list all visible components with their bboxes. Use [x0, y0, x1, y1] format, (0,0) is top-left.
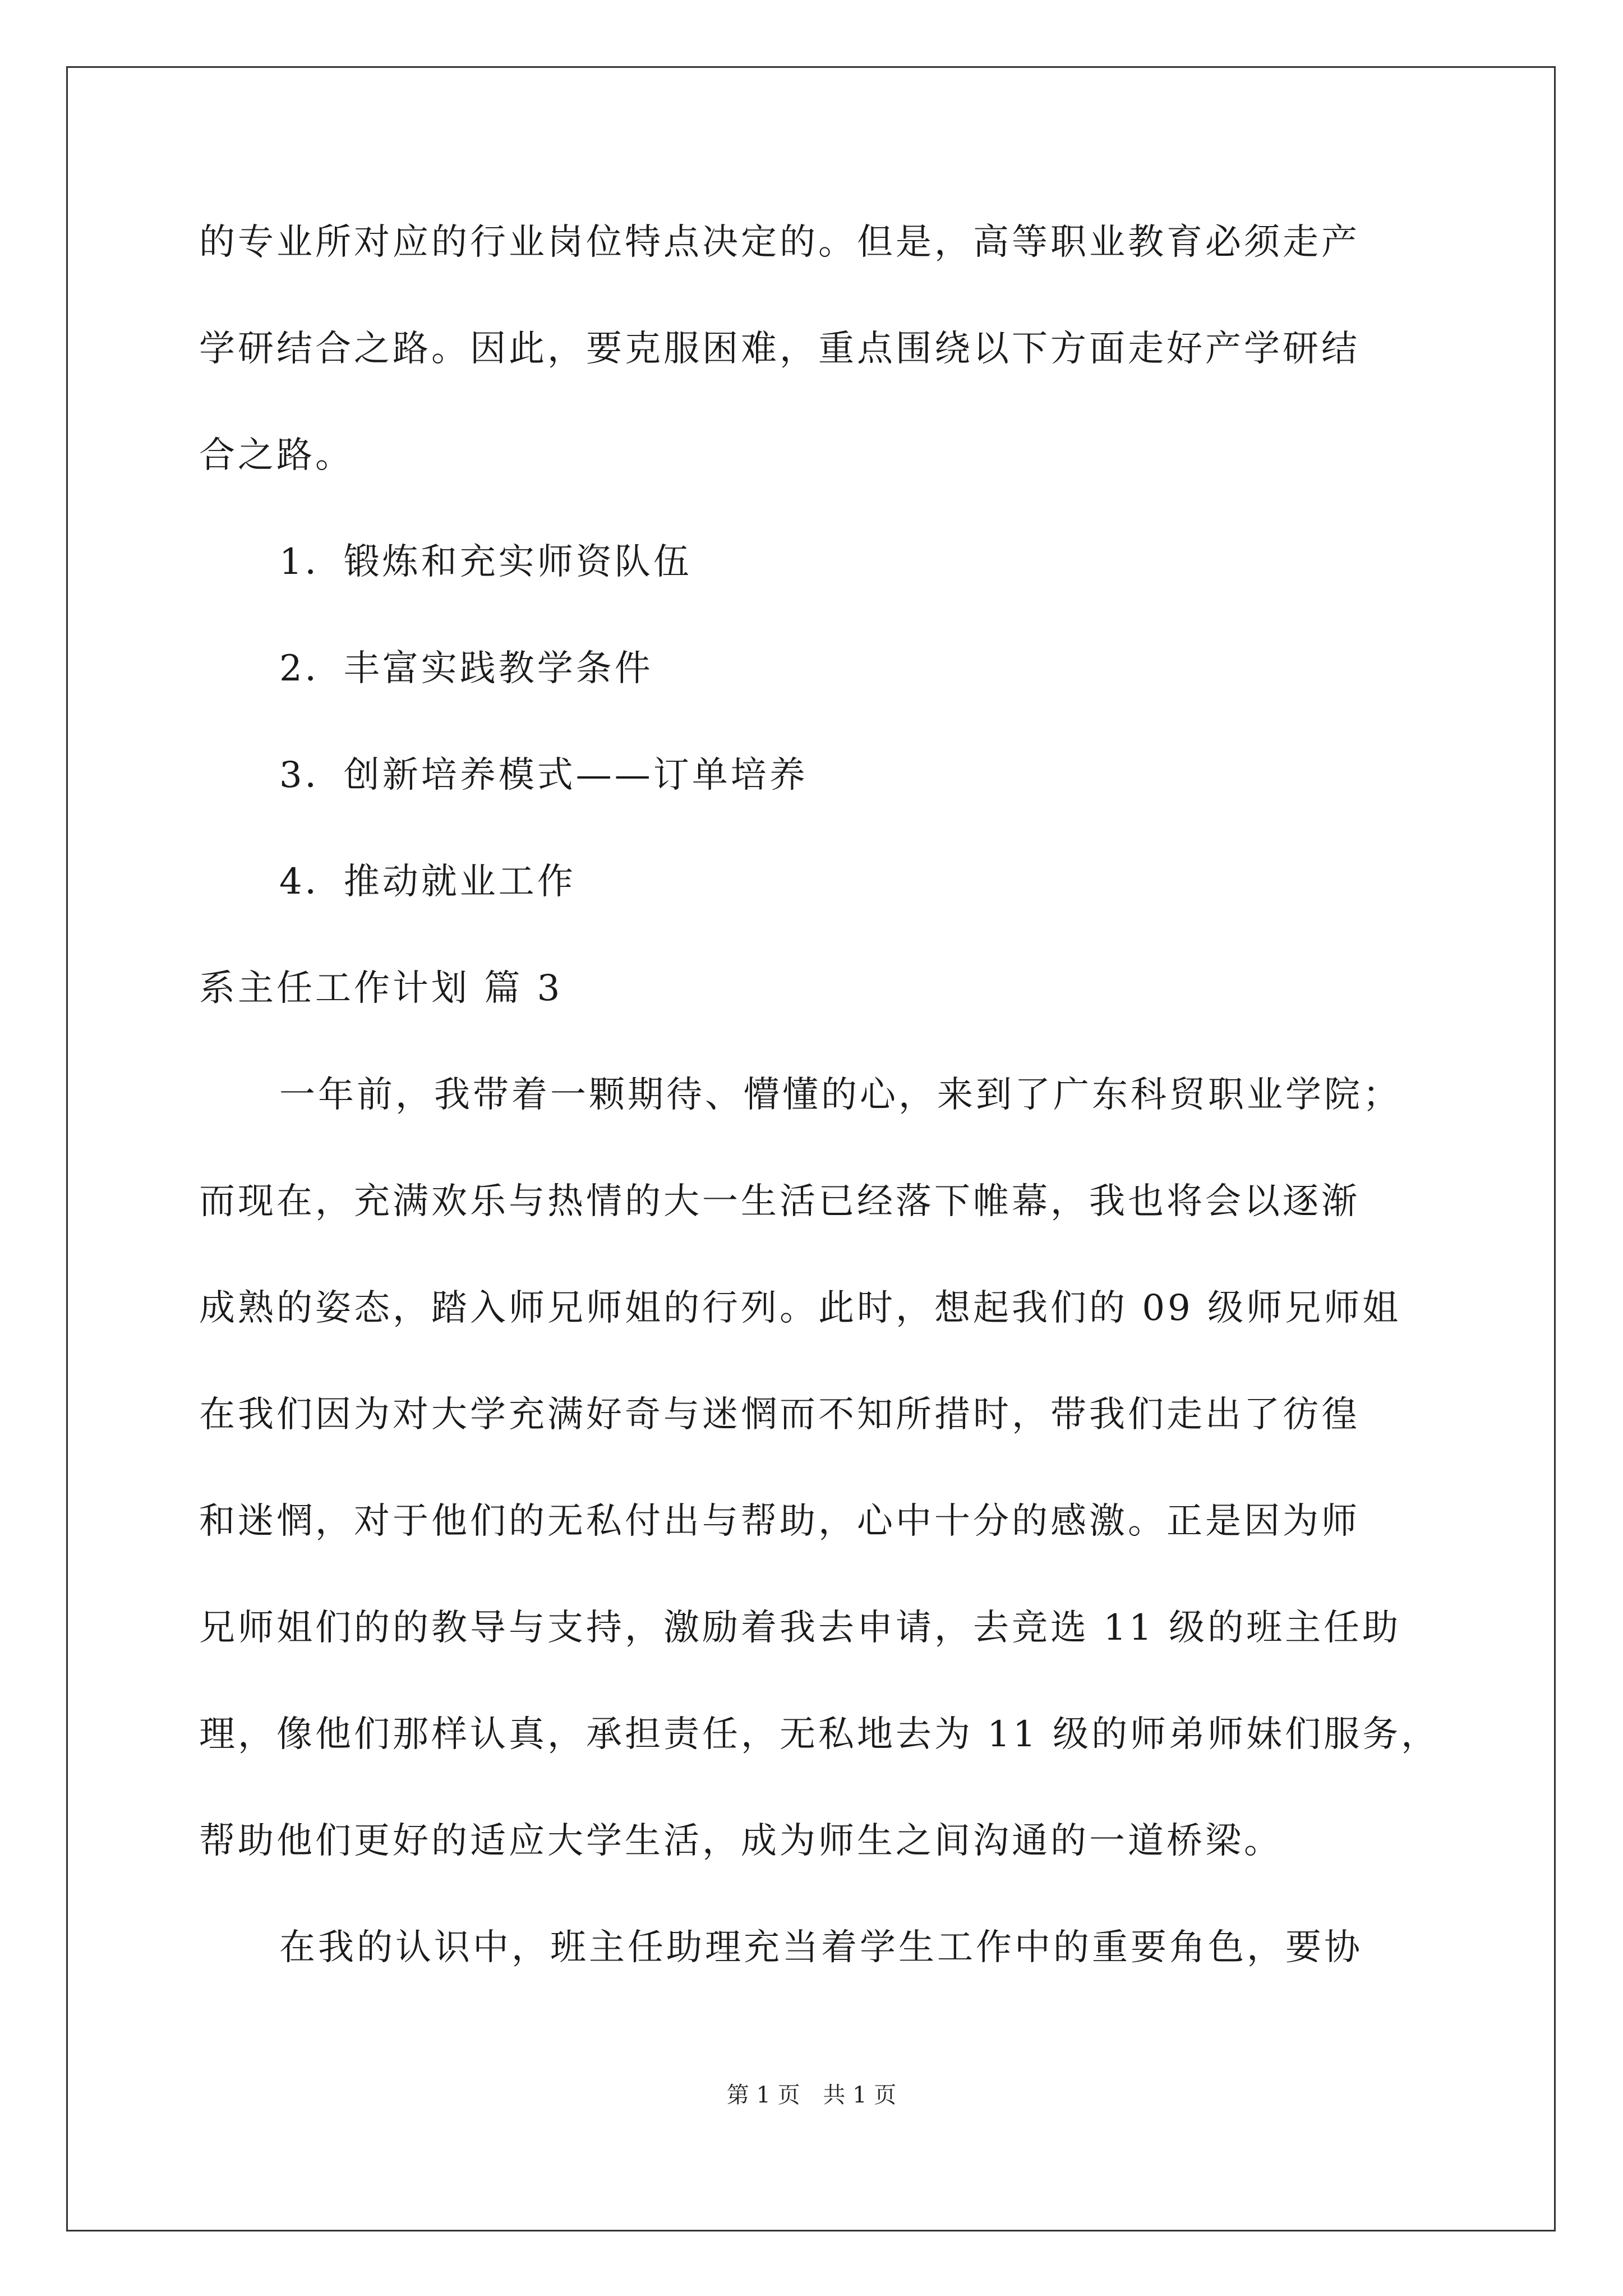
text-line: 合之路。: [199, 435, 354, 476]
text-line: 学研结合之路。因此，要克服困难，重点围绕以下方面走好产学研结: [199, 328, 1360, 370]
text-line: 在我们因为对大学充满好奇与迷惘而不知所措时，带我们走出了彷徨: [199, 1394, 1360, 1435]
list-item: 1．锻炼和充实师资队伍: [279, 541, 692, 583]
text-line: 帮助他们更好的适应大学生活，成为师生之间沟通的一道桥梁。: [199, 1820, 1283, 1862]
list-item: 2．丰富实践教学条件: [279, 648, 653, 689]
text-line: 一年前，我带着一颗期待、懵懂的心，来到了广东科贸职业学院；: [279, 1074, 1401, 1116]
page-number: 第 1 页: [726, 2082, 800, 2108]
page-border: [66, 66, 1556, 2231]
text-line: 理，像他们那样认真，承担责任，无私地去为 11 级的师弟师妹们服务，: [199, 1714, 1440, 1755]
page-total: 共 1 页: [823, 2082, 897, 2108]
text-line: 而现在，充满欢乐与热情的大一生活已经落下帷幕，我也将会以逐渐: [199, 1181, 1360, 1222]
list-item: 4．推动就业工作: [279, 861, 576, 903]
text-line: 和迷惘，对于他们的无私付出与帮助，心中十分的感激。正是因为师: [199, 1501, 1360, 1542]
section-heading: 系主任工作计划 篇 3: [199, 968, 563, 1009]
page-footer: [0, 2081, 1623, 2109]
text-line: 兄师姐们的的教导与支持，激励着我去申请，去竞选 11 级的班主任助: [199, 1607, 1401, 1649]
text-line: 成熟的姿态，踏入师兄师姐的行列。此时，想起我们的 09 级师兄师姐: [199, 1287, 1401, 1329]
text-line: 的专业所对应的行业岗位特点决定的。但是，高等职业教育必须走产: [199, 222, 1360, 263]
text-line: 在我的认识中，班主任助理充当着学生工作中的重要角色，要协: [279, 1927, 1363, 1968]
list-item: 3．创新培养模式——订单培养: [279, 754, 808, 796]
